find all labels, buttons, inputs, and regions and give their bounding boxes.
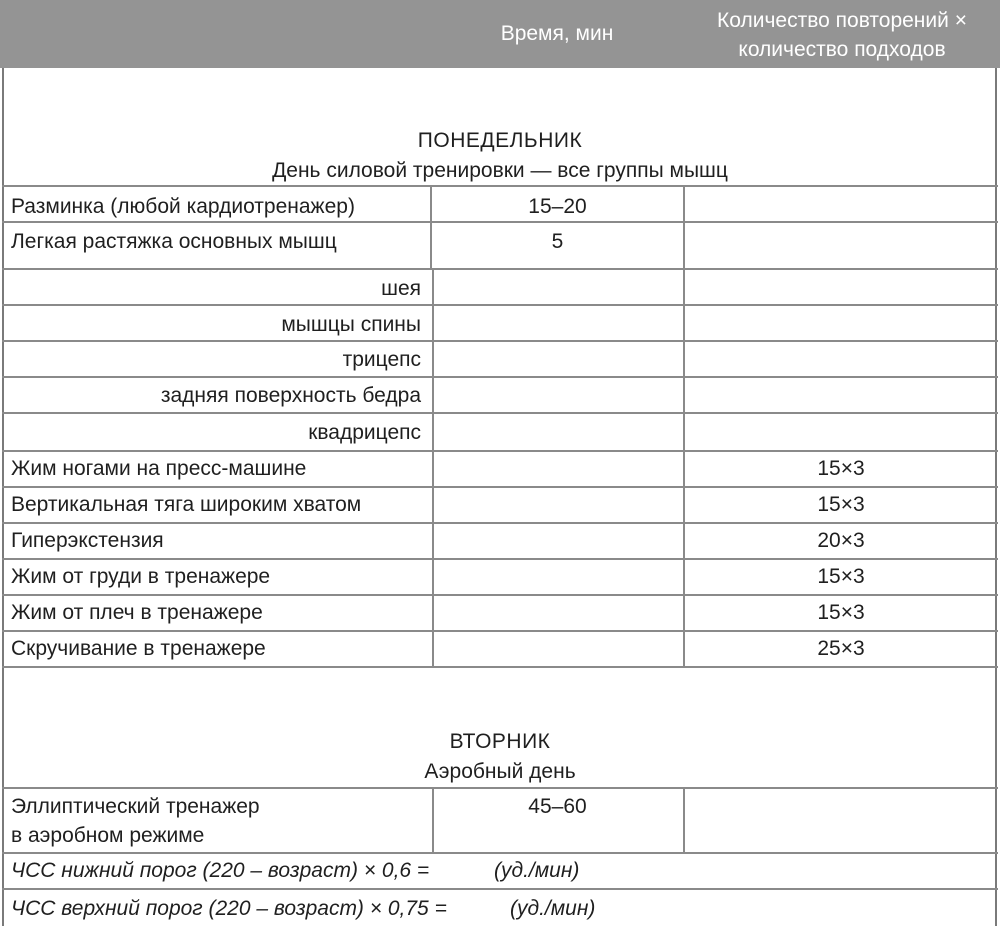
reps-value: 15×3 (817, 565, 865, 588)
grid-line (2, 666, 998, 668)
time-column-header: Время, мин (500, 22, 614, 45)
grid-line (2, 340, 998, 342)
reps-value: 15×3 (817, 457, 865, 480)
grid-line (2, 558, 998, 560)
tuesday-subtitle: Аэробный день (424, 760, 576, 783)
grid-line (2, 304, 998, 306)
stretch-muscle-label: шея (381, 277, 421, 300)
grid-line (2, 594, 998, 596)
tuesday-title: ВТОРНИК (449, 730, 551, 753)
time-value: 15–20 (528, 195, 587, 218)
grid-line (2, 376, 998, 378)
grid-line (2, 852, 998, 854)
elliptical-label-line1: Эллиптический тренажер (11, 795, 260, 818)
grid-line (2, 522, 998, 524)
grid-line (2, 185, 998, 187)
column-divider (683, 185, 685, 221)
exercise-label: Жим от плеч в тренажере (11, 601, 263, 624)
hr-lower-unit: (уд./мин) (494, 859, 580, 882)
time-value: 5 (551, 230, 564, 253)
time-value: 45–60 (528, 795, 587, 818)
grid-line (2, 486, 998, 488)
column-divider (683, 787, 685, 852)
hr-upper-formula: ЧСС верхний порог (220 – возраст) × 0,75 = (11, 897, 447, 920)
hr-upper-unit: (уд./мин) (510, 897, 596, 920)
exercise-label: Легкая растяжка основных мышц (11, 230, 337, 253)
elliptical-label-line2: в аэробном режиме (11, 824, 205, 847)
exercise-label: Разминка (любой кардиотренажер) (11, 195, 355, 218)
grid-line (2, 888, 998, 890)
stretch-muscle-label: квадрицепс (308, 421, 421, 444)
hr-lower-formula: ЧСС нижний порог (220 – возраст) × 0,6 = (11, 859, 430, 882)
reps-value: 25×3 (817, 637, 865, 660)
grid-line (2, 221, 998, 223)
grid-line (2, 787, 998, 789)
reps-value: 20×3 (817, 529, 865, 552)
exercise-label: Скручивание в тренажере (11, 637, 266, 660)
reps-column-header: Количество повторений × количество подходов (717, 9, 967, 61)
grid-line (2, 268, 998, 270)
exercise-label: Жим ногами на пресс-машине (11, 457, 307, 480)
column-divider (432, 268, 434, 666)
table-header (0, 0, 1000, 68)
reps-value: 15×3 (817, 601, 865, 624)
column-divider (683, 221, 685, 268)
stretch-muscle-label: мышцы спины (281, 313, 421, 336)
grid-line (2, 450, 998, 452)
grid-line (2, 630, 998, 632)
stretch-muscle-label: задняя поверхность бедра (160, 384, 421, 407)
exercise-label: Жим от груди в тренажере (11, 565, 271, 588)
monday-title: ПОНЕДЕЛЬНИК (417, 129, 583, 152)
reps-value: 15×3 (817, 493, 865, 516)
stretch-muscle-label: трицепс (342, 348, 421, 371)
grid-line (2, 412, 998, 414)
monday-subtitle: День силовой тренировки — все группы мышц (272, 159, 728, 182)
exercise-label: Гиперэкстензия (11, 529, 164, 552)
exercise-label: Вертикальная тяга широким хватом (11, 493, 362, 516)
